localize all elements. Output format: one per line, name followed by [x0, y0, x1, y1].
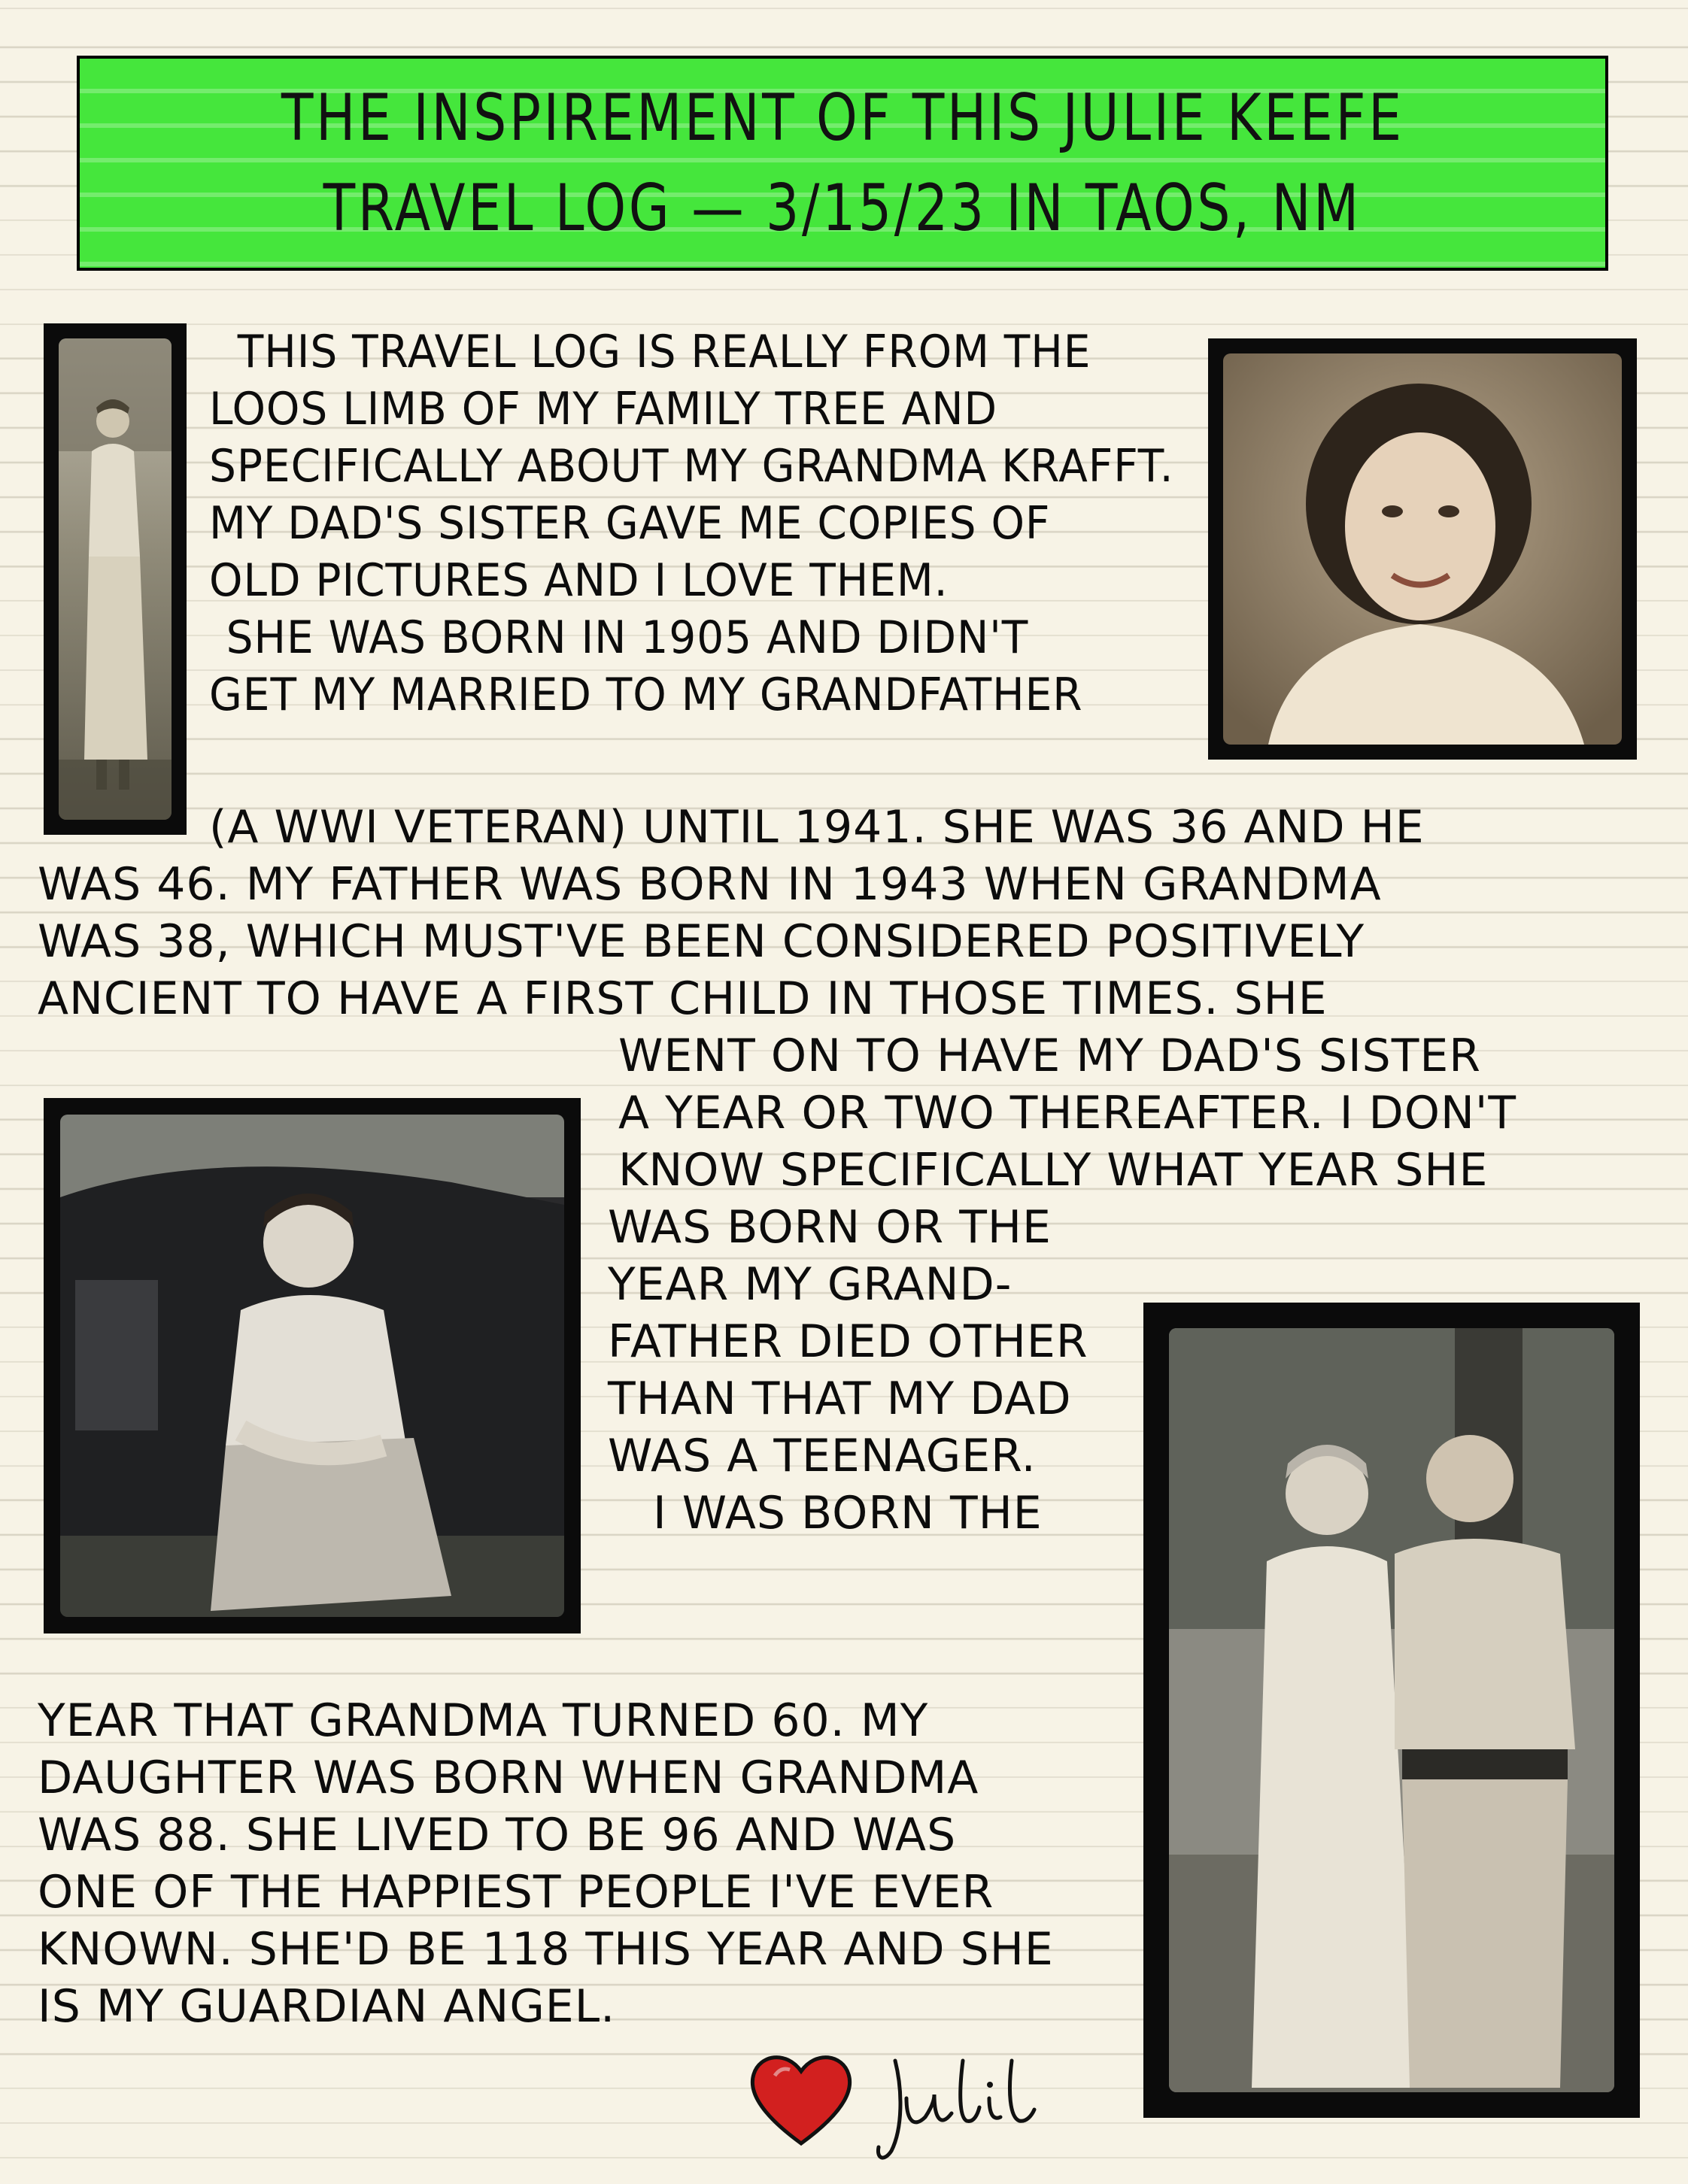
story-line: WENT ON TO HAVE MY DAD'S SISTER	[618, 1030, 1481, 1082]
photo-grandma-portrait-image	[1223, 353, 1622, 745]
story-line: SHE WAS BORN IN 1905 AND DIDN'T	[226, 611, 1029, 664]
story-paragraph-intro	[209, 323, 1232, 723]
story-paragraph-column	[608, 1199, 1088, 1542]
story-line: LOOS LIMB OF MY FAMILY TREE AND	[209, 383, 998, 435]
story-line: THIS TRAVEL LOG IS REALLY FROM THE	[237, 326, 1091, 378]
photo-grandma-standing-image	[59, 338, 172, 820]
story-line: YEAR THAT GRANDMA TURNED 60. MY	[38, 1694, 929, 1747]
story-line: THAN THAT MY DAD	[608, 1373, 1072, 1425]
photo-grandparents-couple	[1143, 1303, 1640, 2118]
story-line: A YEAR OR TWO THEREAFTER. I DON'T	[618, 1087, 1517, 1139]
story-line: KNOWN. SHE'D BE 118 THIS YEAR AND SHE	[38, 1923, 1054, 1976]
story-line: GET MY MARRIED TO MY GRANDFATHER	[209, 669, 1083, 721]
heart-icon	[745, 2046, 858, 2151]
story-line: MY DAD'S SISTER GAVE ME COPIES OF	[209, 497, 1051, 550]
story-line: WAS 88. SHE LIVED TO BE 96 AND WAS	[38, 1809, 957, 1861]
signature	[873, 2046, 1046, 2166]
story-line: ANCIENT TO HAVE A FIRST CHILD IN THOSE TIMES. SHE	[38, 972, 1328, 1025]
story-line: ONE OF THE HAPPIEST PEOPLE I'VE EVER	[38, 1866, 994, 1919]
story-line: I WAS BORN THE	[653, 1487, 1043, 1539]
story-paragraph-middle	[618, 1027, 1516, 1199]
photo-grandma-standing	[44, 323, 187, 835]
photo-grandparents-couple-image	[1169, 1328, 1614, 2092]
story-line: YEAR MY GRAND-	[608, 1258, 1012, 1311]
title-banner	[77, 56, 1608, 271]
story-line: WAS 46. MY FATHER WAS BORN IN 1943 WHEN GRANDMA	[38, 858, 1382, 911]
story-line: DAUGHTER WAS BORN WHEN GRANDMA	[38, 1752, 979, 1804]
story-line: WAS A TEENAGER.	[608, 1430, 1037, 1482]
story-line: IS MY GUARDIAN ANGEL.	[38, 1980, 616, 2033]
story-paragraph-full	[38, 799, 1425, 1027]
story-line: WAS BORN OR THE	[608, 1201, 1052, 1254]
story-line: KNOW SPECIFICALLY WHAT YEAR SHE	[618, 1144, 1489, 1197]
photo-grandma-by-car	[44, 1098, 581, 1633]
title-line-2: TRAVEL LOG — 3/15/23 IN TAOS, NM	[323, 171, 1362, 246]
story-line: FATHER DIED OTHER	[608, 1315, 1088, 1368]
story-line: OLD PICTURES AND I LOVE THEM.	[209, 554, 949, 607]
story-line: (A WWI VETERAN) UNTIL 1941. SHE WAS 36 AND HE	[209, 801, 1425, 854]
story-line: SPECIFICALLY ABOUT MY GRANDMA KRAFFT.	[209, 440, 1174, 493]
title-line-1: THE INSPIREMENT OF THIS JULIE KEEFE	[281, 80, 1404, 156]
photo-grandma-portrait	[1208, 338, 1637, 760]
photo-grandma-by-car-image	[60, 1115, 564, 1617]
story-paragraph-closing	[38, 1692, 1054, 2035]
story-line: WAS 38, WHICH MUST'VE BEEN CONSIDERED POSITIVELY	[38, 915, 1365, 968]
